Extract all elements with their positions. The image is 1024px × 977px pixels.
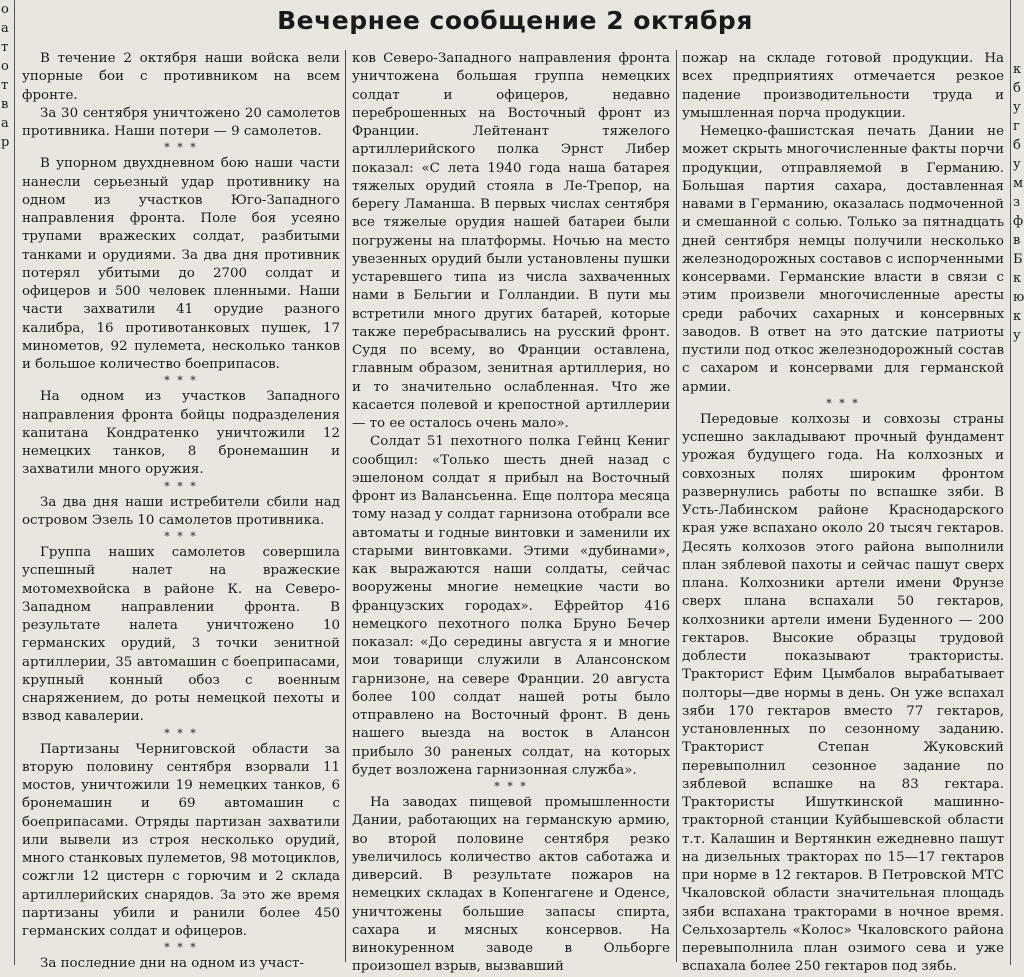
separator-asterisks: * * * [164,726,198,740]
paragraph: В упорном двухдневном бою наши части нанесли серьезный удар противнику на одном из участков Юго-Западного направления фронта. Поле боя усеяно трупами вражеских солдат, разбитыми танками и орудиями. За два дня противник потерял убитыми до 2700 солдат и офицеров и 500 человек пленными. Наши части захватили 41 орудие разного калибра, 16 противотанковых пушек, 17 минометов, 92 пулемета, несколько танков и большое количество боеприпасов. [22,156,340,372]
edge-letter: к [1013,309,1022,324]
edge-letter: к [1013,62,1022,77]
separator-asterisks: * * * [826,396,860,410]
edge-letter: у [1013,100,1021,115]
paragraph: Партизаны Черниговской области за вторую половину сентября взорвали 11 мостов, уничтожили 19 немецких танков, 6 бронемашин и 69 автомашин с боеприпасами. Отряды партизан захватили или вывели из строя несколько орудий, много станковых пулеметов, 98 мотоциклов, сожгли 12 цистерн с горючим и 2 склада артиллерийских снарядов. За это же время партизаны убили и ранили более 450 германских солдат и офицеров. [22,741,340,939]
edge-letter: а [1,21,9,36]
paragraph: На одном из участков Западного направления фронта бойцы подразделения капитана Кондратенко уничтожили 12 немецких танков, 8 бронемашин и захватили много оружия. [22,389,340,478]
separator-asterisks: * * * [164,479,198,493]
edge-letter: в [1,97,9,112]
paragraph: За два дня наши истребители сбили над островом Эзель 10 самолетов противника. [22,494,340,528]
edge-letter: Б [1013,252,1023,267]
column-2 [352,50,670,975]
paragraph: Группа наших самолетов совершила успешный налет на вражеские мотомехвойска в районе К. на Северо-Западном направлении фронта. В результате налета уничтожено 10 германских орудий, 3 точки зенитной артиллерии, 35 автомашин с боеприпасами, крупный конный обоз с военным снаряжением, до роты немецкой пехоты и взвод кавалерии. [22,545,340,725]
edge-letter: к [1013,271,1022,286]
paragraph: В течение 2 октября наши войска вели упорные бои с противником на всем фронте. [22,51,340,103]
paragraph: ков Северо-Западного направления фронта уничтожена большая группа немецких солдат и офицеров, недавно переброшенных на Восточный фронт из Франции. Лейтенант тяжелого артиллерийского полка Эрнст Либер показал: «С лета 1940 года наша батарея тяжелых орудий стояла в Ле-Трепор, на берегу Ламанша. В первых числах сентября все тяжелые орудия нашей батареи были погружены на платформы. Ночью на место увезенных орудий были установлены пушки устаревшего типа из числа захваченных нами в Бельгии и Голландии. В пути мы встретили много других батарей, которые также перебрасывались на русский фронт. Судя по всему, во Франции оставлена, главным образом, зенитная артиллерия, но и то значительно ослабленная. Что же касается полевой и крепостной артиллерии — то ее осталось очень мало». [352,51,670,431]
edge-letter: ю [1013,290,1024,305]
edge-letter: м [1013,176,1024,191]
edge-letter: б [1013,81,1021,96]
paragraph: пожар на складе готовой продукции. На всех предприятиях отмечается резкое падение производительности труда и умышленная порча продукции. [682,51,1004,121]
paragraph: За последние дни на одном из участ- [40,956,304,972]
edge-letter: ф [1013,214,1024,229]
edge-letter: т [1,78,9,93]
edge-letter: р [1,135,10,150]
edge-letter: о [1,59,9,74]
paragraph: Передовые колхозы и совхозы страны успешно закладывают прочный фундамент урожая будущего года. На колхозных и совхозных полях широким фронтом развернулись работы по вспашке зяби. В Усть-Лабинском районе Краснодарского края уже вспахано около 20 тысяч гектаров. Десять колхозов этого района выполнили план зяблевой пахоты и сейчас пашут сверх плана. Колхозники артели имени Фрунзе сверх плана вспахали 50 гектаров, колхозники артели имени Буденного — 200 гектаров. Высокие образцы трудовой доблести показывают трактористы. Тракторист Ефим Цымбалов вырабатывает полторы—две нормы в день. Он уже вспахал зяби 170 гектаров вместо 77 гектаров, установленных по сезонному заданию. Тракторист Степан Жуковский перевыполнил сезонное задание по зяблевой вспашке на 83 гектара. Трактористы Ишуткинской машинно-тракторной станции Куйбышевской области т.т. Калашин и Вертянкин ежедневно пашут на дизельных тракторах по 15—17 гектаров при норме в 12 гектаров. В Петровской МТС Чкаловской области значительная площадь зяби вспахана тракторами в ночное время. Сельхозартель «Колос» Чкаловского района перевыполнила план озимого сева и уже вспахала более 250 гектаров под зябь. [682,411,1004,975]
edge-letter: у [1013,328,1021,343]
left-edge-fragment [0,0,15,965]
edge-letter: в [1013,233,1021,248]
paragraph: Солдат 51 пехотного полка Гейнц Кениг сообщил: «Только шесть дней назад с эшелоном солдат я прибыл на Восточный фронт из Валансьенна. Еще полтора месяца тому назад у солдат гарнизона отобрали все автоматы и годные винтовки и заменили их старыми винтовками. Этими «дубинами», как выражаются наши солдаты, сейчас вооружены многие немецкие части во французских городах». Ефрейтор 416 немецкого пехотного полка Бруно Бечер показал: «До середины августа я и многие мои товарищи служили в Алансонском гарнизоне, на севере Франции. 20 августа более 100 солдат нашей роты было отправлено на Восточный фронт. В день нашего выезда на восток в Алансон прибыло 30 раненых солдат, на которых будет возложена гарнизонная служба». [352,434,670,778]
edge-letter: з [1013,195,1021,210]
right-edge-fragment [1010,0,1024,965]
edge-letter: у [1013,157,1021,172]
separator-asterisks: * * * [164,374,198,388]
edge-letter: г [1013,119,1020,134]
separator-asterisks: * * * [164,941,198,955]
paragraph: Немецко-фашистская печать Дании не может скрыть многочисленные факты порчи продукции, отправляемой в Германию. Большая партия сахара, доставленная навами в Германию, оказалась подмоченной и смешанной с солью. Только за пятнадцать дней сентября немцы получили несколько железнодорожных составов с испорченными консервами. Германские власти в связи с этим произвели многочисленные аресты среди рабочих сахарных и консервных заводов. В ответ на это датские патриоты пустили под откос железнодорожный состав с сахаром и консервами для германской армии. [682,124,1004,395]
column-rule [345,50,346,962]
paragraph: На заводах пищевой промышленности Дании, работающих на германскую армию, во второй половине сентября резко увеличилось количество актов саботажа и диверсий. В результате пожаров на немецких складах в Копенгагене и Оденсе, уничтожены большие запасы спирта, сахара и мясных консервов. На винокуренном заводе в Ольборге произошел взрыв, вызвавший [352,795,670,975]
separator-asterisks: * * * [494,780,528,793]
edge-letter: а [1,116,9,131]
separator-asterisks: * * * [164,141,198,155]
column-1 [22,50,340,972]
edge-letter: б [1013,138,1021,153]
edge-letter: т [1,40,9,55]
separator-asterisks: * * * [164,530,198,543]
column-3 [682,50,1004,975]
paragraph: За 30 сентября уничтожено 20 самолетов противника. Наши потери — 9 самолетов. [22,105,340,139]
edge-letter: о [1,2,9,17]
column-rule [676,50,677,962]
article-title: Вечернее сообщение 2 октября [277,6,753,35]
